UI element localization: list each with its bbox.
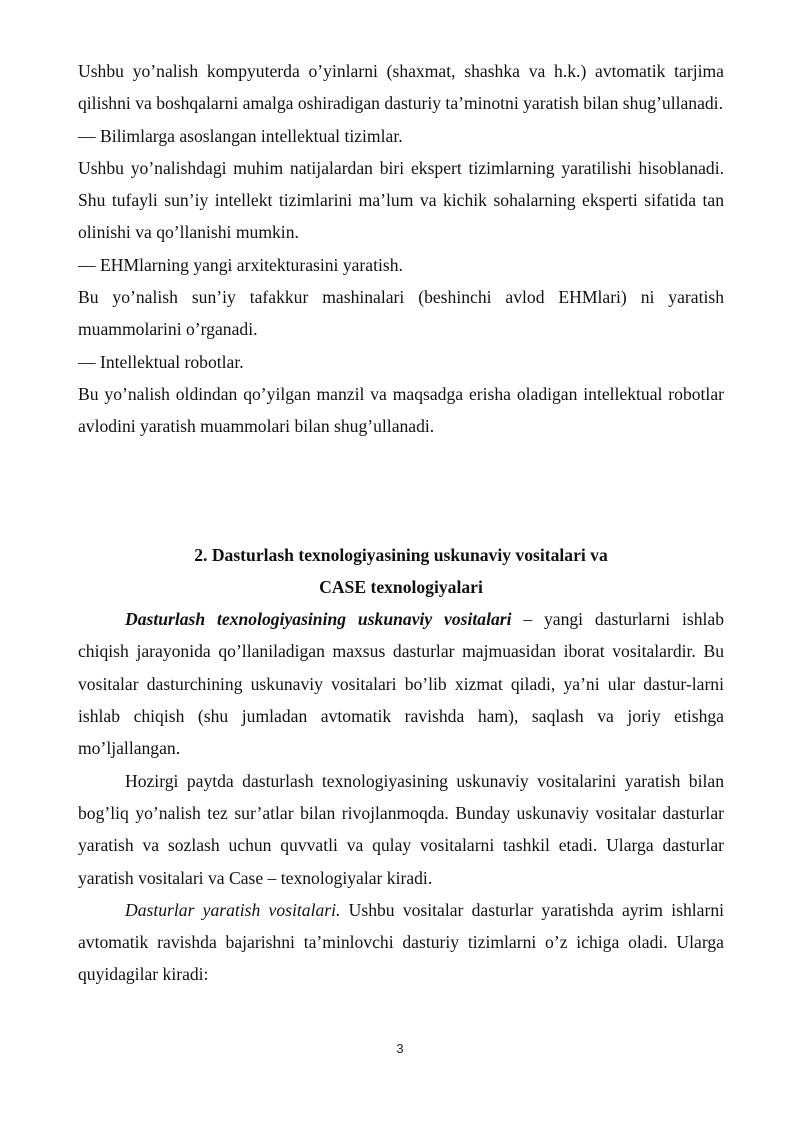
page-number: 3: [396, 1041, 404, 1056]
paragraph-tools-definition: [78, 603, 724, 764]
term-programming-tools: Dasturlash texnologiyasining uskunaviy vositalari: [125, 609, 512, 630]
section-heading-line1: 2. Dasturlash texnologiyasining uskunaviy vositalari va: [194, 544, 608, 565]
paragraph-creation-tools-text: Ushbu vositalar dasturlar yaratishda ayrim ishlarni avtomatik ravishda bajarishni ta’minlovchi dasturiy tizimlarni o’z ichiga oladi. Ularga quyidagilar kiradi:: [78, 899, 724, 985]
paragraph-fifth-generation: Bu yo’nalish sun’iy tafakkur mashinalari (beshinchi avlod EHMlari) ni yaratish muammolarini o’rganadi.: [78, 287, 724, 340]
paragraph-current-development: Hozirgi paytda dasturlash texnologiyasining uskunaviy vositalarini yaratish bilan bog’liq yo’nalish tez sur’atlar bilan rivojlanmoqda. Bunday uskunaviy vositalar dasturlar yaratish va sozlash uchun quvvatli va qulay vositalarni tashkil etadi. Ularga dasturlar yaratish vositalari va Case – texnologiyalar kiradi.: [78, 770, 724, 888]
section-spacer: [78, 443, 724, 539]
paragraph-expert-systems: Ushbu yo’nalishdagi muhim natijalardan biri ekspert tizimlarning yaratilishi hisoblanadi. Shu tufayli sun’iy intellekt tizimlarini ma’lum va kichik sohalarning eksperti sifatida tan olinishi va qo’llanishi mumkin.: [78, 157, 724, 243]
term-creation-tools: Dasturlar yaratish vositalari.: [125, 899, 341, 920]
paragraph-tools-definition-text: – yangi dasturlarni ishlab chiqish jarayonida qo’llaniladigan maxsus dasturlar majmuasidan iborat vositalardir. Bu vositalar dasturchining uskunaviy vositalari bo’lib xizmat qiladi, ya’ni ular dastur-larni ishlab chiqish (shu jumladan avtomatik ravishda ham), saqlash va joriy etishga mo’ljallangan.: [78, 609, 725, 759]
paragraph-creation-tools: [78, 894, 724, 991]
list-item-computer-architecture: — EHMlarning yangi arxitekturasini yaratish.: [78, 254, 403, 275]
paragraph-robots: Bu yo’nalish oldindan qo’yilgan manzil va maqsadga erisha oladigan intellektual robotlar avlodini yaratish muammolari bilan shug’ullanadi.: [78, 383, 724, 437]
document-page: [78, 55, 724, 991]
paragraph-game-software: Ushbu yo’nalish kompyuterda o’yinlarni (shaxmat, shashka va h.k.) avtomatik tarjima qilishni va boshqalarni amalga oshiradigan dasturiy ta’minotni yaratish bilan shug’ullanadi.: [78, 61, 724, 114]
list-item-intellectual-robots: — Intellektual robotlar.: [78, 351, 244, 372]
section-heading-line2: CASE texnologiyalari: [319, 576, 483, 597]
list-item-knowledge-systems: — Bilimlarga asoslangan intellektual tizimlar.: [78, 125, 403, 146]
